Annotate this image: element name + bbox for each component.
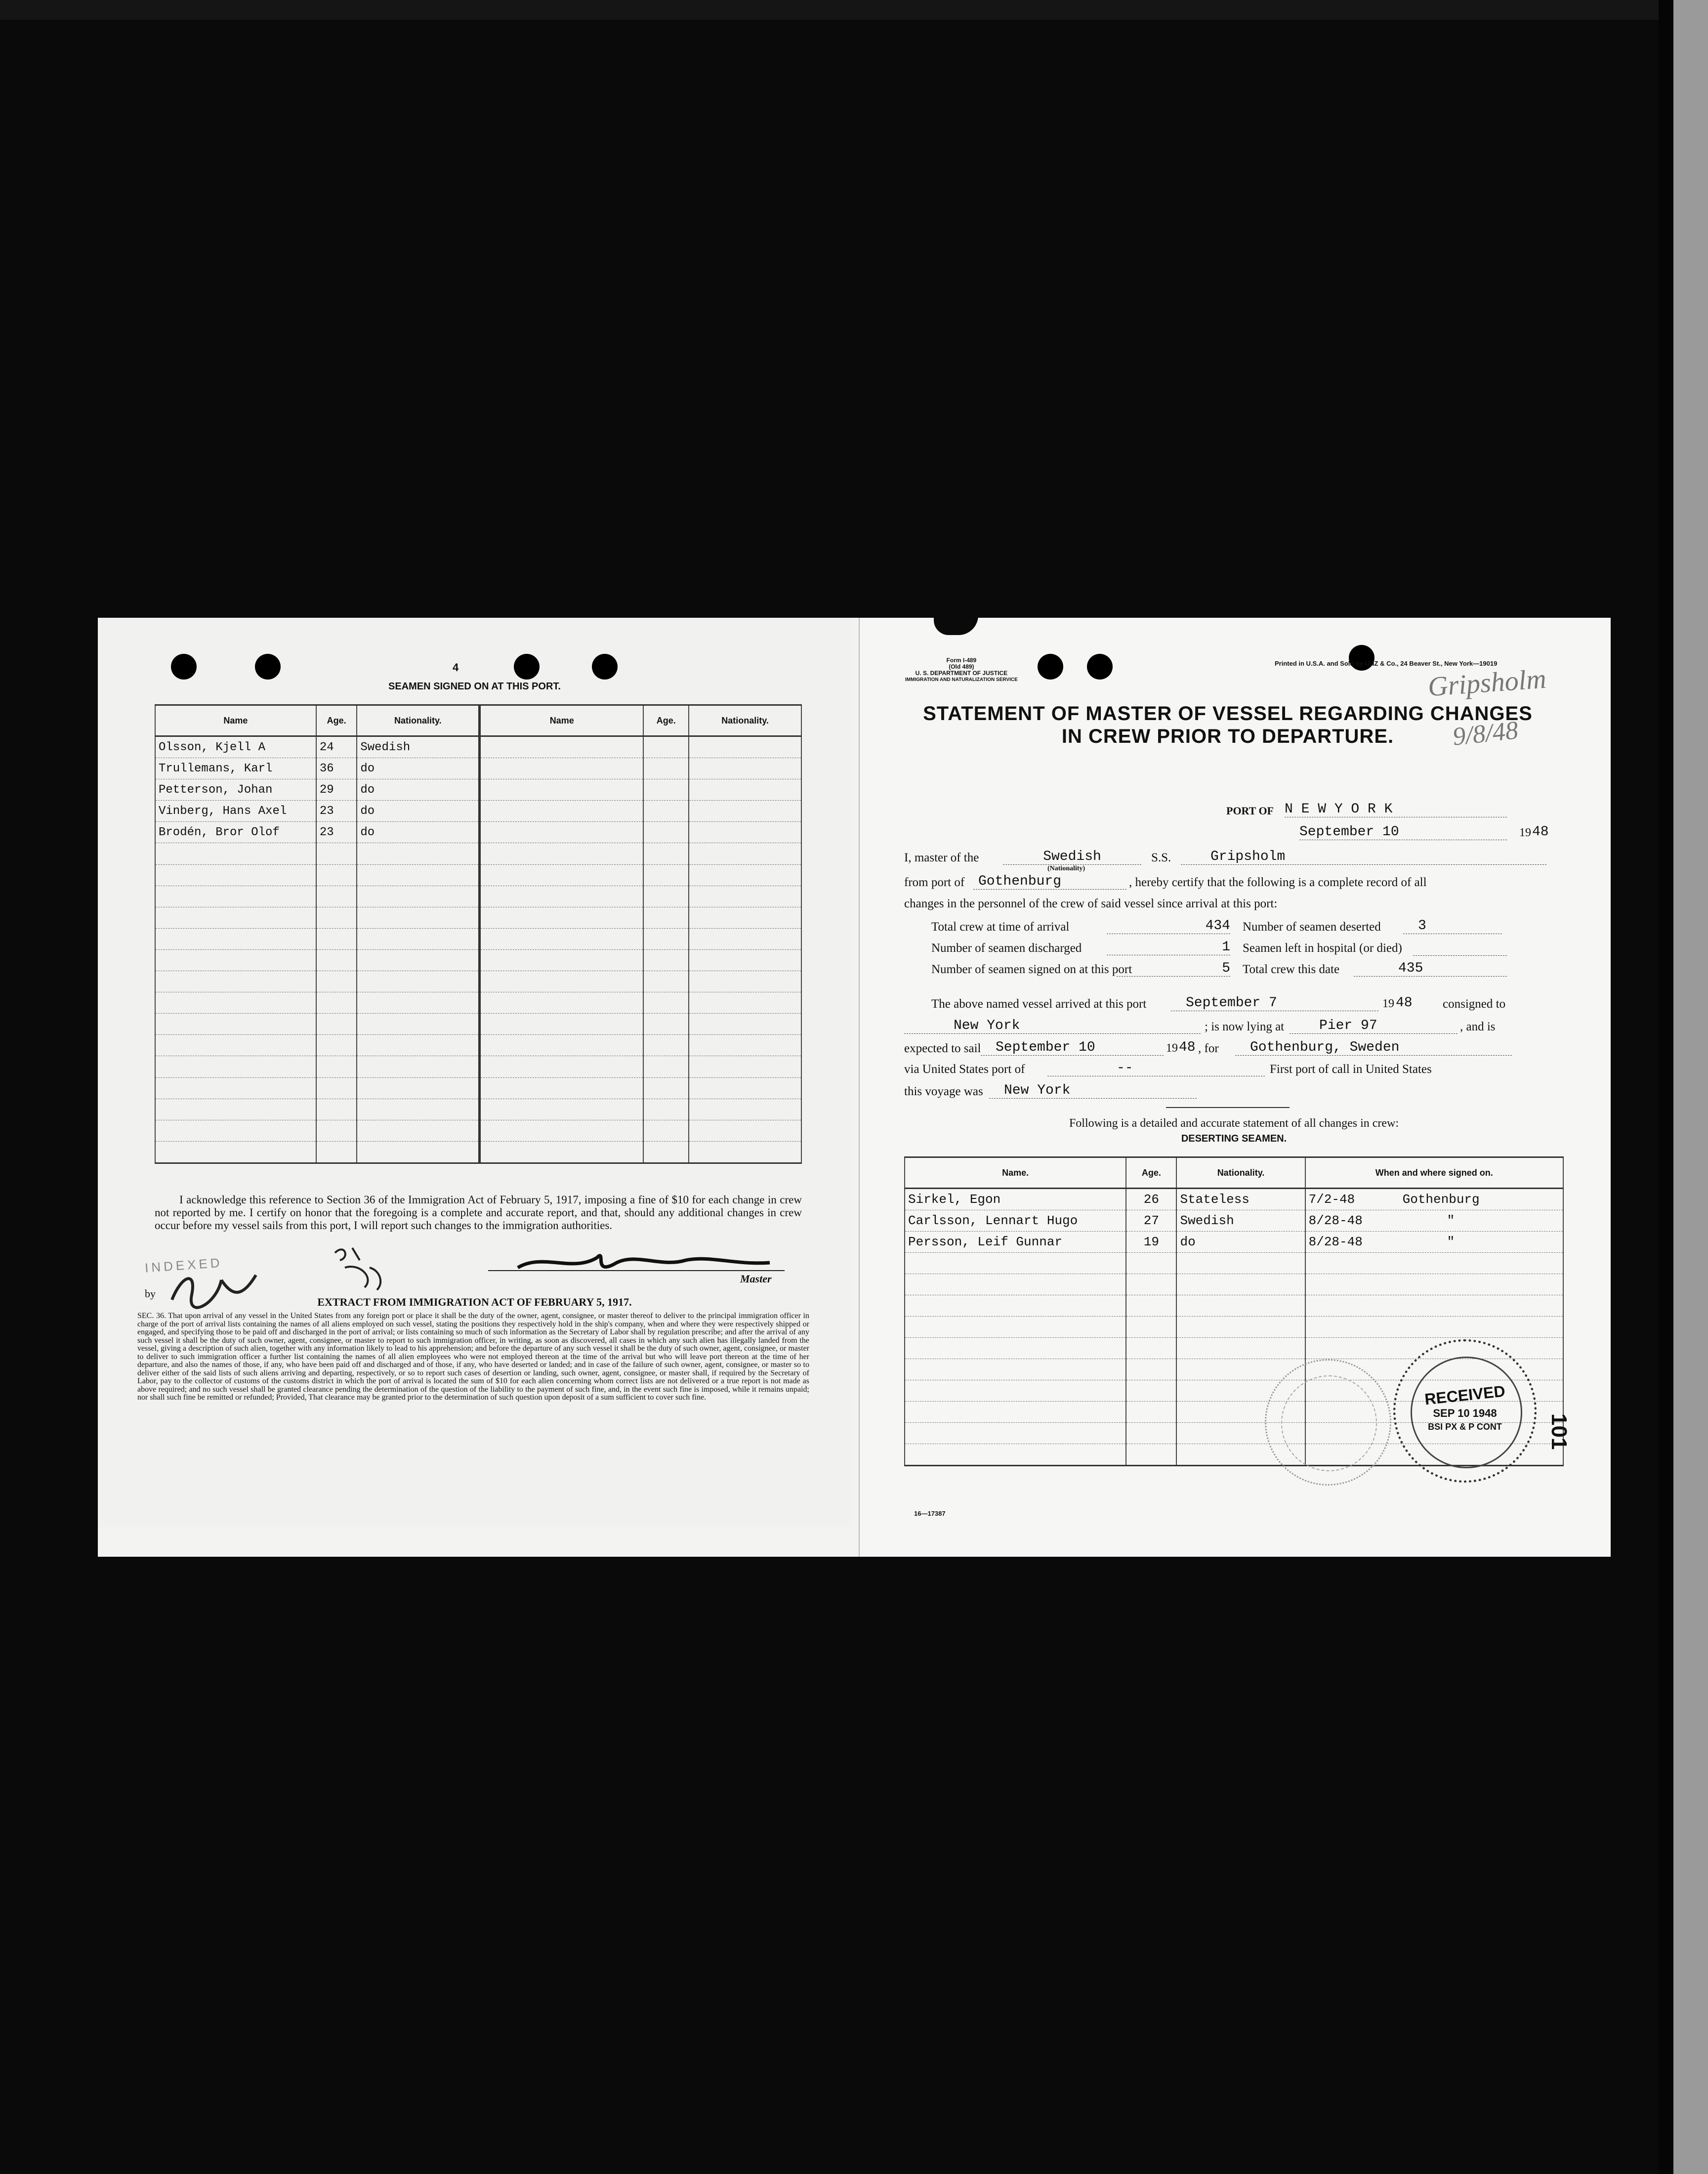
master-label: Master: [740, 1273, 772, 1285]
consigned-label: consigned to: [1443, 997, 1506, 1011]
table-row: [155, 779, 801, 801]
col-nationality: Nationality.: [357, 705, 480, 736]
deserter-where: ": [1447, 1235, 1455, 1249]
crew-name: Petterson, Johan: [155, 779, 316, 801]
hospital-label: Seamen left in hospital (or died): [1243, 941, 1402, 955]
consigned-value: New York: [904, 1018, 1201, 1034]
nationality-value: Swedish: [1003, 849, 1141, 865]
table-row: [905, 1210, 1563, 1232]
signed-on-heading: SEAMEN SIGNED ON AT THIS PORT.: [388, 681, 561, 692]
scanner-top-border: [0, 0, 1708, 20]
certify-text-2: changes in the personnel of the crew of said vessel since arrival at this port:: [904, 897, 1278, 910]
punch-hole: [592, 654, 618, 680]
signed-on-table: [155, 704, 802, 1164]
crew-nationality: do: [357, 779, 480, 801]
col-name: Name.: [905, 1157, 1126, 1189]
right-page: [859, 618, 1611, 1557]
signed-on-label: Number of seamen signed on at this port: [931, 963, 1132, 976]
crew-name: Olsson, Kjell A: [155, 736, 316, 758]
faded-stamp: [1265, 1359, 1391, 1486]
deserter-when: 8/28-48: [1308, 1235, 1363, 1249]
following-text: Following is a detailed and accurate statement of all changes in crew:: [1069, 1117, 1399, 1130]
punch-hole: [255, 654, 281, 680]
from-port-label: from port of: [904, 876, 965, 889]
arrived-year: 48: [1396, 995, 1413, 1011]
via-label: via United States port of: [904, 1063, 1025, 1076]
crew-arrival-label: Total crew at time of arrival: [931, 920, 1070, 934]
arrived-label: The above named vessel arrived at this port: [931, 997, 1147, 1011]
col-name: Name: [155, 705, 316, 736]
form-title-2: IN CREW PRIOR TO DEPARTURE.: [1061, 725, 1394, 747]
department: U. S. DEPARTMENT OF JUSTICE: [915, 670, 1008, 677]
deserter-age: 27: [1126, 1210, 1176, 1232]
deserting-heading: DESERTING SEAMEN.: [1181, 1133, 1287, 1144]
deserter-when: 7/2-48: [1308, 1192, 1355, 1207]
table-row: [155, 736, 801, 758]
total-crew-date-value: 435: [1354, 961, 1507, 977]
received-office: BSI PX & P CONT: [1428, 1422, 1502, 1432]
deserter-name: Sirkel, Egon: [905, 1189, 1126, 1210]
arrived-year-prefix: 19: [1382, 997, 1394, 1010]
table-row: [155, 822, 801, 843]
deserter-nationality: Swedish: [1176, 1210, 1305, 1232]
and-is-label: , and is: [1460, 1020, 1496, 1033]
deserter-where: Gothenburg: [1402, 1192, 1480, 1207]
expected-label: expected to sail: [904, 1042, 981, 1055]
crew-age: 23: [316, 822, 357, 843]
table-row: [905, 1232, 1563, 1253]
left-page: [98, 618, 851, 1527]
punch-hole: [1087, 654, 1113, 680]
crew-nationality: do: [357, 801, 480, 822]
scanner-right-shadow: [1659, 0, 1673, 2174]
form-header: [905, 657, 1018, 683]
certify-text: , hereby certify that the following is a complete record of all: [1129, 876, 1427, 889]
crew-age: 24: [316, 736, 357, 758]
total-crew-date-label: Total crew this date: [1243, 963, 1340, 976]
deserter-name: Persson, Leif Gunnar: [905, 1232, 1126, 1253]
crew-arrival-value: 434: [1107, 918, 1230, 934]
vessel-name: Gripsholm: [1181, 849, 1546, 865]
handwritten-date: 9/8/48: [1451, 716, 1520, 751]
signed-on-value: 5: [1117, 961, 1230, 977]
first-port-label: First port of call in United States: [1270, 1063, 1432, 1076]
document-sheet: [98, 618, 1610, 1557]
crew-age: 36: [316, 758, 357, 779]
col-age-2: Age.: [643, 705, 689, 736]
ss-label: S.S.: [1151, 851, 1171, 864]
crew-nationality: do: [357, 822, 480, 843]
scanner-right-border: [1673, 0, 1708, 2174]
crew-name: Brodén, Bror Olof: [155, 822, 316, 843]
deserter-nationality: Stateless: [1176, 1189, 1305, 1210]
col-age: Age.: [316, 705, 357, 736]
received-date: SEP 10 1948: [1433, 1407, 1497, 1419]
year-value: 48: [1532, 824, 1549, 840]
acknowledgement-text: I acknowledge this reference to Section 36 of the Immigration Act of February 5, 1917, imposing a fine of $10 for each change in crew not reported by me. I certify on honor that the foregoing is a complete and accurate report, and that, should any additional changes in crew occur before my vessel sails from this port, I will report such changes to the immigration authorities.: [155, 1194, 802, 1232]
received-stamp: [1393, 1339, 1537, 1483]
year-prefix: 19: [1519, 826, 1531, 839]
for-value: Gothenburg, Sweden: [1235, 1040, 1512, 1056]
expected-year: 48: [1179, 1040, 1196, 1055]
handwritten-ship: Gripsholm: [1427, 663, 1547, 703]
received-label: RECEIVED: [1423, 1382, 1506, 1408]
page-stamp-number: 101: [1547, 1413, 1571, 1450]
annotation-mark: [330, 1238, 399, 1292]
crew-name: Vinberg, Hans Axel: [155, 801, 316, 822]
voyage-value: New York: [989, 1083, 1197, 1099]
table-row: [905, 1189, 1563, 1210]
expected-year-prefix: 19: [1166, 1042, 1178, 1055]
by-label: by: [145, 1287, 156, 1300]
port-label: PORT OF: [1226, 805, 1274, 817]
extract-text: SEC. 36. That upon arrival of any vessel in the United States from any foreign port or place it shall be the duty of the owner, agent, consignee, or master thereof to deliver to the principal immigration officer in charge of the port of arrival lists containing the names of all aliens employed on such vessel, stating the positions they respectively hold in the ship's company, when and where they were respectively shipped or engaged, and specifying those to be paid off and discharged in the port of arrival; or lists containing so much of such information as the Secretary of Labor shall by regulation prescribe; and after the arrival of any such vessel it shall be the duty of such owner, agent, consignee, or master to report to such immigration officer, in writing, as soon as discovered, all cases in which any such alien has illegally landed from the vessel, giving a description of such alien, together with any information likely to lead to his apprehension; and before the departure of any such vessel it shall be the duty of such owner, agent, consignee, or master to deliver to such immigration officer a further list containing the names of all alien employees who were not employed thereon at the time of the arrival but who will leave port thereon at the time of her departure, and also the names of those, if any, who have been paid off and discharged and of those, if any, who have deserted or landed; and in case of the failure of such owner, agent, consignee, or master so to deliver either of the said lists of such aliens arriving and departing, respectively, or so to report such cases of desertion or landing, such owner, agent, consignee, or master shall, if required by the Secretary of Labor, pay to the collector of customs of the customs district in which the port of arrival is located the sum of $10 for each alien concerning whom correct lists are not delivered or a true report is not made as above required; and no such vessel shall be granted clearance pending the determination of the question of the liability to the payment of such fine, and, in the event such fine is imposed, while it remains unpaid; nor shall such fine be remitted or refunded; Provided, That clearance may be granted prior to the determination of such question upon deposit of a sum sufficient to cover such fine.: [137, 1312, 809, 1402]
deserter-where: ": [1447, 1213, 1455, 1228]
extract-title: EXTRACT FROM IMMIGRATION ACT OF FEBRUARY 5, 1917.: [317, 1296, 632, 1308]
crew-name: Trullemans, Karl: [155, 758, 316, 779]
lying-value: Pier 97: [1290, 1018, 1458, 1034]
table-row: [155, 801, 801, 822]
form-number: Form I-489: [946, 657, 977, 664]
punch-hole: [1038, 654, 1063, 680]
col-when-where: When and where signed on.: [1305, 1157, 1563, 1189]
torn-edge: [934, 615, 978, 635]
via-value: --: [1047, 1061, 1265, 1076]
punch-hole: [514, 654, 540, 680]
nationality-caption: (Nationality): [1047, 865, 1085, 872]
table-row: [155, 758, 801, 779]
master-of-label: I, master of the: [904, 851, 979, 864]
crew-age: 29: [316, 779, 357, 801]
deserter-when: 8/28-48: [1308, 1213, 1363, 1228]
for-label: , for: [1198, 1042, 1219, 1055]
col-name-2: Name: [480, 705, 643, 736]
deserted-label: Number of seamen deserted: [1243, 920, 1381, 934]
lying-label: ; is now lying at: [1205, 1020, 1285, 1033]
discharged-label: Number of seamen discharged: [931, 941, 1082, 955]
col-nationality: Nationality.: [1176, 1157, 1305, 1189]
crew-age: 23: [316, 801, 357, 822]
page-number: 4: [453, 661, 459, 674]
arrived-date: September 7: [1171, 995, 1378, 1011]
from-port-value: Gothenburg: [973, 874, 1126, 890]
indexed-stamp: INDEXED: [144, 1255, 223, 1276]
statement-date: September 10: [1299, 824, 1507, 840]
deserted-value: 3: [1403, 918, 1502, 934]
crew-nationality: do: [357, 758, 480, 779]
deserter-nationality: do: [1176, 1232, 1305, 1253]
col-age: Age.: [1126, 1157, 1176, 1189]
footer-code: 16—17387: [914, 1510, 946, 1517]
form-old-number: (Old 489): [949, 663, 974, 670]
deserter-age: 19: [1126, 1232, 1176, 1253]
col-nationality-2: Nationality.: [689, 705, 801, 736]
discharged-value: 1: [1107, 939, 1230, 955]
deserter-age: 26: [1126, 1189, 1176, 1210]
punch-hole: [171, 654, 197, 680]
crew-nationality: Swedish: [357, 736, 480, 758]
voyage-label: this voyage was: [904, 1085, 983, 1098]
service: IMMIGRATION AND NATURALIZATION SERVICE: [905, 677, 1018, 682]
form-title-1: STATEMENT OF MASTER OF VESSEL REGARDING CHANGES: [923, 703, 1533, 725]
expected-value: September 10: [981, 1040, 1164, 1056]
printer-note: Printed in U.S.A. and Sold by UNZ & Co., 24 Beaver St., New York—19019: [1275, 660, 1498, 667]
port-value: N E W Y O R K: [1285, 802, 1507, 817]
hospital-value: [1413, 939, 1507, 956]
deserter-name: Carlsson, Lennart Hugo: [905, 1210, 1126, 1232]
